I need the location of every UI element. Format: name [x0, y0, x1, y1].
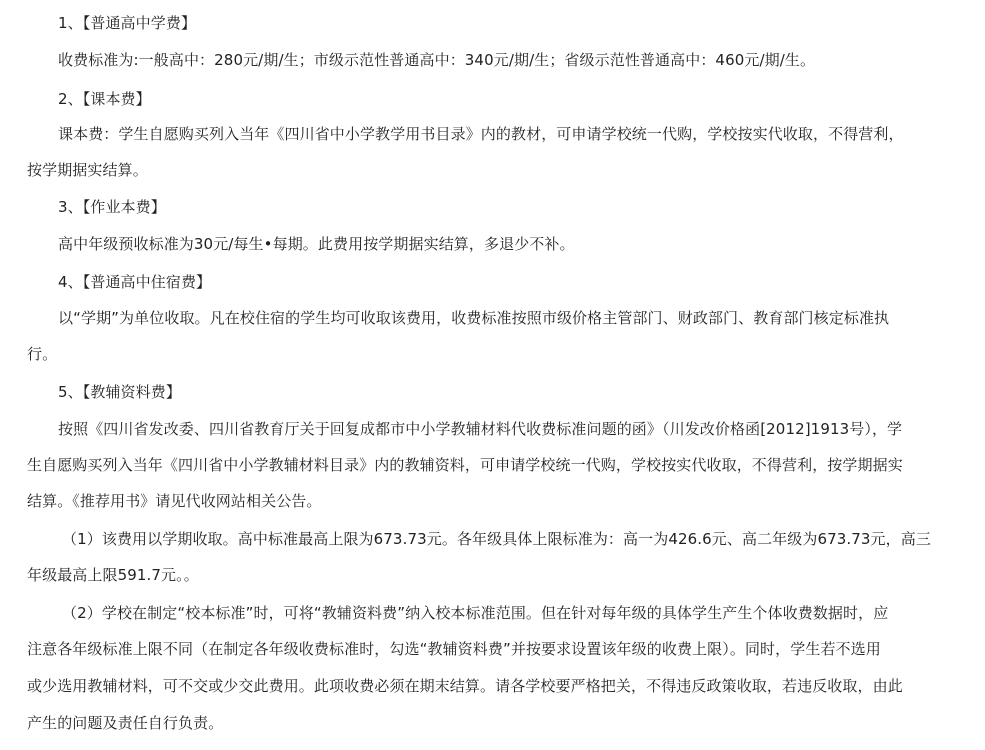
section-text-line: 行。 — [27, 345, 58, 363]
section-heading-supplementary: 5、【教辅资料费】 — [58, 383, 181, 401]
note-text-line: 或少选用教辅材料，可不交或少交此费用。此项收费必须在期末结算。请各学校要严格把关，不得违反政策收取，若违反收取，由此 — [27, 677, 903, 695]
note-text-line: （1）该费用以学期收取。高中标准最高上限为673.73元。各年级具体上限标准为：高一为426.6元、高二年级为673.73元，高三 — [62, 530, 931, 548]
section-text-line: 课本费：学生自愿购买列入当年《四川省中小学教学用书目录》内的教材，可申请学校统一代购，学校按实代收取，不得营利， — [58, 125, 904, 143]
section-heading-workbook: 3、【作业本费】 — [58, 198, 166, 216]
section-heading-tuition: 1、【普通高中学费】 — [58, 14, 197, 32]
note-text-line: （2）学校在制定“校本标准”时，可将“教辅资料费”纳入校本标准范围。但在针对每年级的具体学生产生个体收费数据时，应 — [62, 604, 889, 622]
section-text-line: 收费标准为:一般高中：280元/期/生；市级示范性普通高中：340元/期/生；省级示范性普通高中：460元/期/生。 — [58, 51, 816, 69]
section-heading-textbook: 2、【课本费】 — [58, 90, 151, 108]
section-text-line: 按照《四川省发改委、四川省教育厅关于回复成都市中小学教辅材料代收费标准问题的函》（川发改价格函[2012]1913号），学 — [58, 420, 903, 438]
section-text-line: 生自愿购买列入当年《四川省中小学教辅材料目录》内的教辅资料，可申请学校统一代购，学校按实代收取，不得营利，按学期据实 — [27, 456, 903, 474]
section-text-line: 高中年级预收标准为30元/每生•每期。此费用按学期据实结算，多退少不补。 — [58, 235, 575, 253]
note-text-line: 年级最高上限591.7元。。 — [27, 566, 199, 584]
section-text-line: 结算。《推荐用书》请见代收网站相关公告。 — [27, 492, 322, 510]
note-text-line: 注意各年级标准上限不同（在制定各年级收费标准时，勾选“教辅资料费”并按要求设置该年级的收费上限）。同时，学生若不选用 — [27, 640, 881, 658]
section-heading-boarding: 4、【普通高中住宿费】 — [58, 273, 212, 291]
note-text-line: 产生的问题及责任自行负责。 — [27, 714, 224, 732]
section-text-line: 按学期据实结算。 — [27, 161, 148, 179]
section-text-line: 以“学期”为单位收取。凡在校住宿的学生均可收取该费用，收费标准按照市级价格主管部门、财政部门、教育部门核定标准执 — [58, 309, 890, 327]
